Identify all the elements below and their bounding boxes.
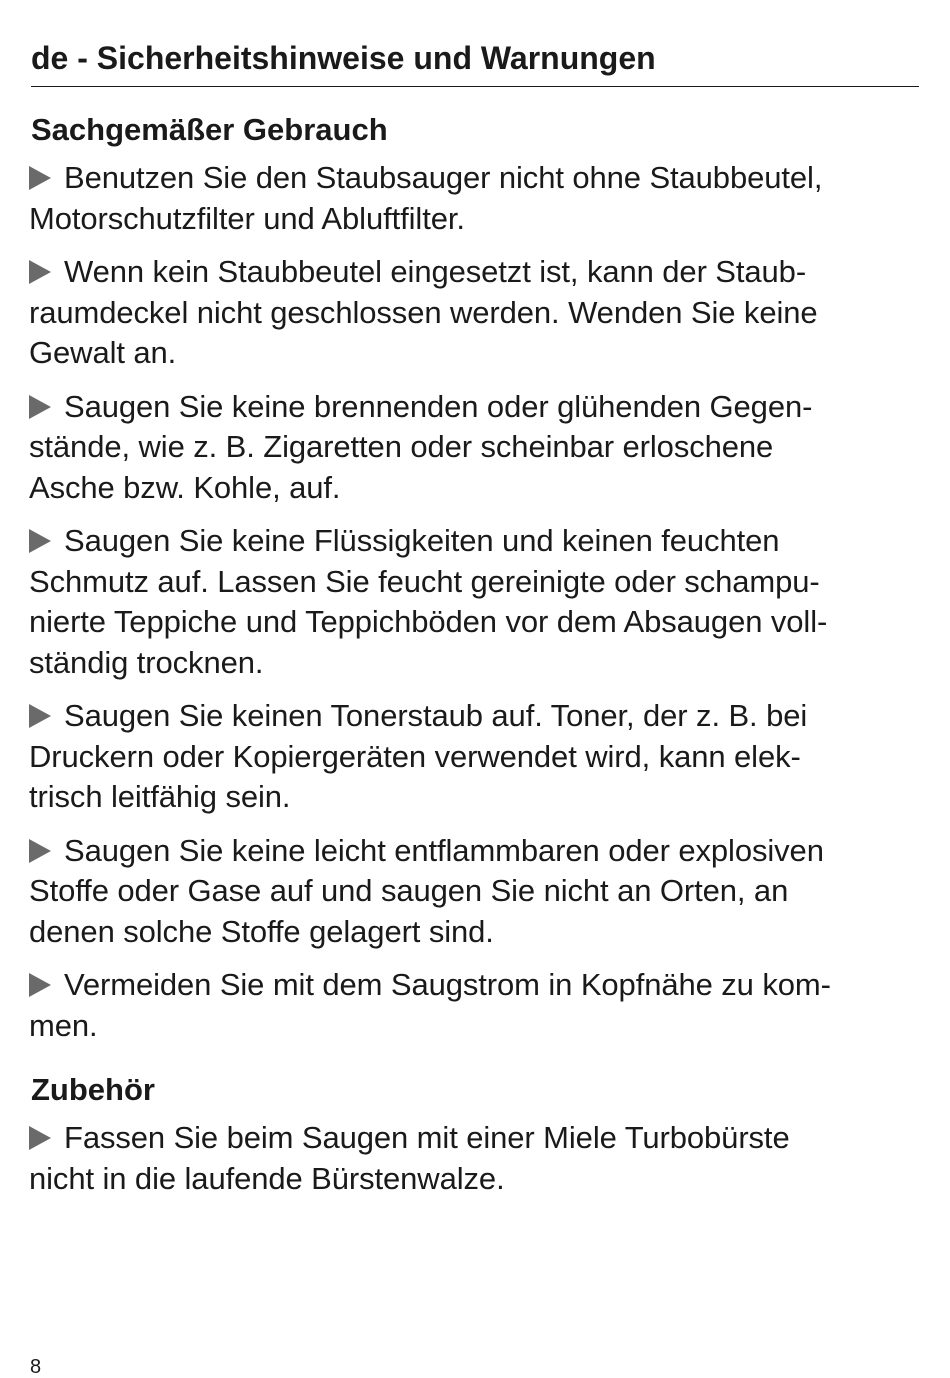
instruction-text: Saugen Sie keine leicht entflammbaren oder explosiven <box>64 832 824 868</box>
instruction-text: Saugen Sie keinen Tonerstaub auf. Toner, der z. B. bei <box>64 698 808 733</box>
instruction-text: Wenn kein Staubbeutel eingesetzt ist, kann der Staub- <box>64 254 807 289</box>
safety-instruction <box>29 696 922 818</box>
instruction-text: ständig trocknen. <box>29 644 264 680</box>
document-content <box>29 108 922 1212</box>
instruction-line <box>29 427 922 468</box>
instruction-text: Saugen Sie keine brennenden oder glühenden Gegen- <box>64 388 813 424</box>
instruction-text: stände, wie z. B. Zigaretten oder scheinbar erloschene <box>29 429 774 464</box>
instruction-text: nierte Teppiche und Teppichböden vor dem Absaugen voll- <box>29 604 828 639</box>
instruction-line <box>29 831 922 872</box>
instruction-text: raumdeckel nicht geschlossen werden. Wenden Sie keine <box>29 294 818 330</box>
triangle-bullet-icon <box>29 529 51 553</box>
triangle-bullet-icon <box>29 1126 51 1150</box>
instruction-text: denen solche Stoffe gelagert sind. <box>29 913 494 949</box>
instruction-text: Stoffe oder Gase auf und saugen Sie nicht an Orten, an <box>29 873 789 908</box>
instruction-text: Benutzen Sie den Staubsauger nicht ohne Staubbeutel, <box>64 160 823 195</box>
safety-instruction <box>29 387 922 509</box>
instruction-line <box>29 1118 922 1159</box>
safety-instruction <box>29 252 922 374</box>
instruction-text: Asche bzw. Kohle, auf. <box>29 469 341 505</box>
instruction-text: nicht in die laufende Bürstenwalze. <box>29 1160 505 1196</box>
instruction-text: Motorschutzfilter und Abluftfilter. <box>29 200 465 236</box>
instruction-line <box>29 1006 922 1047</box>
safety-instruction <box>29 965 922 1046</box>
instruction-line <box>29 871 922 912</box>
triangle-bullet-icon <box>29 166 51 190</box>
instruction-line <box>29 777 922 818</box>
instruction-line <box>29 158 922 199</box>
triangle-bullet-icon <box>29 704 51 728</box>
safety-instruction <box>29 158 922 239</box>
instruction-line <box>29 696 922 737</box>
safety-instruction <box>29 521 922 683</box>
instruction-text: Schmutz auf. Lassen Sie feucht gereinigte oder schampu- <box>29 563 820 599</box>
instruction-line <box>29 965 922 1006</box>
instruction-line <box>29 387 922 428</box>
instruction-text: Saugen Sie keine Flüssigkeiten und keinen feuchten <box>64 523 780 558</box>
header-divider <box>31 86 919 87</box>
instruction-line <box>29 521 922 562</box>
instruction-text: men. <box>29 1007 98 1043</box>
instruction-text: Fassen Sie beim Saugen mit einer Miele Turbobürste <box>64 1120 790 1155</box>
instruction-text: Vermeiden Sie mit dem Saugstrom in Kopfnähe zu kom- <box>64 967 831 1002</box>
page-header-title: de - Sicherheitshinweise und Warnungen <box>31 40 656 76</box>
instruction-line <box>29 293 922 334</box>
instruction-line <box>29 912 922 953</box>
instruction-line <box>29 468 922 509</box>
instruction-text: Druckern oder Kopiergeräten verwendet wird, kann elek- <box>29 738 801 774</box>
instruction-line <box>29 1159 922 1200</box>
instruction-line <box>29 602 922 643</box>
triangle-bullet-icon <box>29 395 51 419</box>
instruction-text: trisch leitfähig sein. <box>29 779 291 814</box>
safety-instruction <box>29 1118 922 1199</box>
triangle-bullet-icon <box>29 973 51 997</box>
instruction-line <box>29 737 922 778</box>
triangle-bullet-icon <box>29 260 51 284</box>
safety-instruction <box>29 831 922 953</box>
section-title: Sachgemäßer Gebrauch <box>31 112 388 147</box>
instruction-line <box>29 643 922 684</box>
instruction-line <box>29 333 922 374</box>
instruction-line <box>29 562 922 603</box>
section-title: Zubehör <box>31 1072 155 1107</box>
page-number: 8 <box>30 1356 42 1378</box>
instruction-line <box>29 199 922 240</box>
triangle-bullet-icon <box>29 839 51 863</box>
instruction-line <box>29 252 922 293</box>
instruction-text: Gewalt an. <box>29 335 177 370</box>
